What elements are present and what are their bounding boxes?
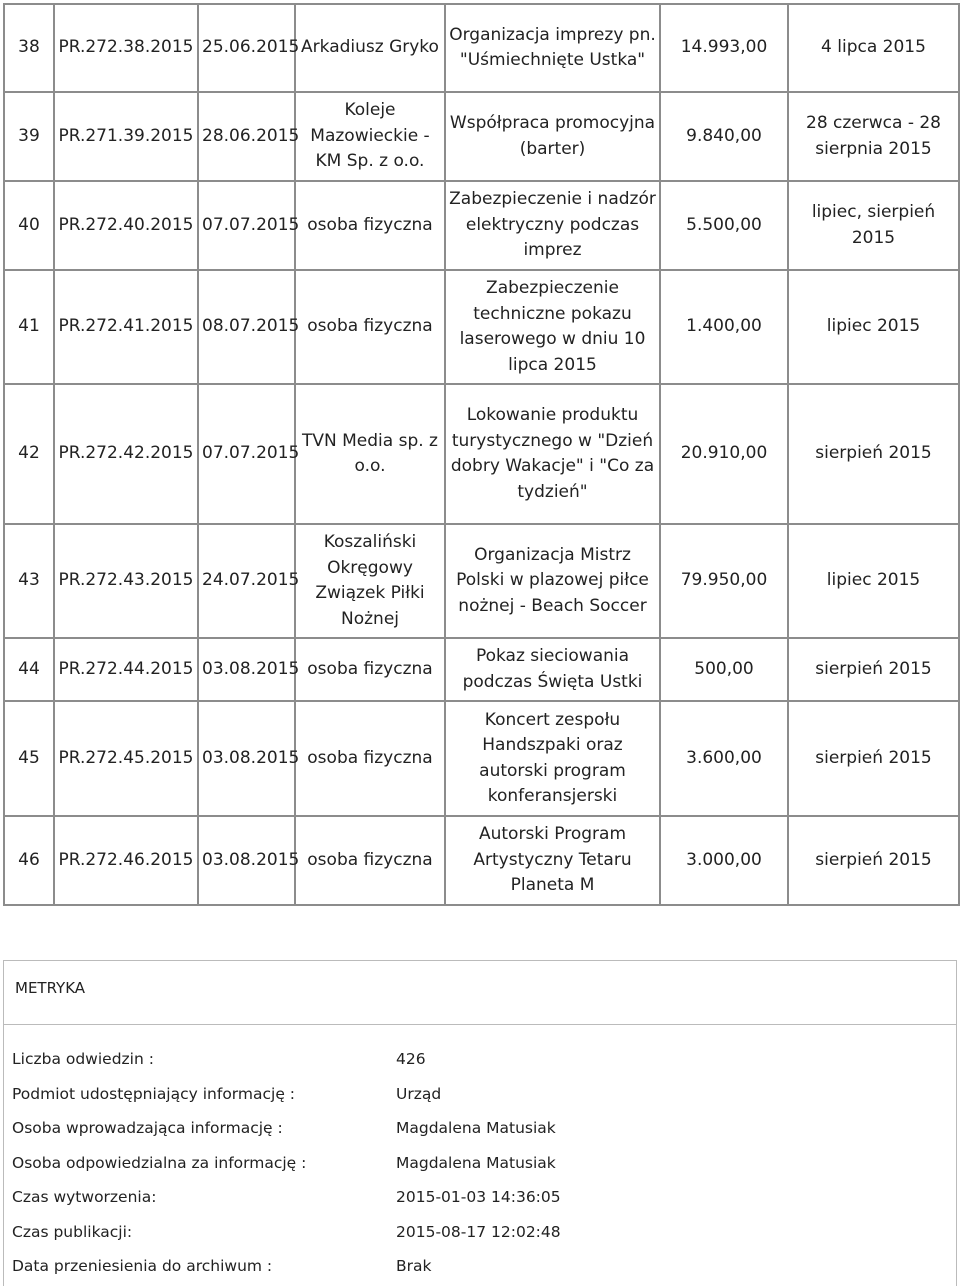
- contract-period: lipiec, sierpień 2015: [788, 181, 959, 270]
- row-number: 46: [4, 816, 54, 905]
- reference-number: PR.272.38.2015: [54, 4, 198, 92]
- row-number: 42: [4, 384, 54, 524]
- contract-period: 28 czerwca - 28 sierpnia 2015: [788, 92, 959, 181]
- field-label: Czas wytworzenia:: [12, 1188, 157, 1206]
- table-row: [4, 638, 959, 701]
- contracts-table: [3, 3, 960, 906]
- contract-amount: 14.993,00: [660, 4, 788, 92]
- reference-number: PR.272.44.2015: [54, 638, 198, 701]
- contract-date: 07.07.2015: [198, 181, 295, 270]
- contract-date: 07.07.2015: [198, 384, 295, 524]
- contract-subject: Współpraca promocyjna (barter): [445, 92, 660, 181]
- row-number: 40: [4, 181, 54, 270]
- table-row: [4, 524, 959, 638]
- field-value: Brak: [396, 1257, 432, 1275]
- field-value: Magdalena Matusiak: [396, 1119, 556, 1137]
- metryka-heading: METRYKA: [15, 979, 86, 997]
- contract-subject: Organizacja imprezy pn. "Uśmiechnięte Ustka": [445, 4, 660, 92]
- reference-number: PR.272.41.2015: [54, 270, 198, 384]
- field-label: Podmiot udostępniający informację :: [12, 1085, 296, 1103]
- contractor: osoba fizyczna: [295, 181, 445, 270]
- contract-period: sierpień 2015: [788, 384, 959, 524]
- contract-period: lipiec 2015: [788, 524, 959, 638]
- reference-number: PR.272.42.2015: [54, 384, 198, 524]
- contractor: Koleje Mazowieckie - KM Sp. z o.o.: [295, 92, 445, 181]
- contract-date: 25.06.2015: [198, 4, 295, 92]
- contract-date: 03.08.2015: [198, 816, 295, 905]
- contract-date: 08.07.2015: [198, 270, 295, 384]
- row-number: 44: [4, 638, 54, 701]
- contract-date: 24.07.2015: [198, 524, 295, 638]
- reference-number: PR.272.45.2015: [54, 701, 198, 816]
- row-number: 39: [4, 92, 54, 181]
- contractor: osoba fizyczna: [295, 816, 445, 905]
- row-number: 43: [4, 524, 54, 638]
- field-value: Urząd: [396, 1085, 442, 1103]
- table-row: [4, 384, 959, 524]
- table-row: [4, 181, 959, 270]
- contract-amount: 20.910,00: [660, 384, 788, 524]
- reference-number: PR.272.40.2015: [54, 181, 198, 270]
- table-row: [4, 816, 959, 905]
- contractor: TVN Media sp. z o.o.: [295, 384, 445, 524]
- reference-number: PR.271.39.2015: [54, 92, 198, 181]
- field-value: 2015-01-03 14:36:05: [396, 1188, 561, 1206]
- contractor: Arkadiusz Gryko: [295, 4, 445, 92]
- contract-amount: 5.500,00: [660, 181, 788, 270]
- field-label: Osoba odpowiedzialna za informację :: [12, 1154, 307, 1172]
- contract-subject: Zabezpieczenie i nadzór elektryczny podczas imprez: [445, 181, 660, 270]
- contract-subject: Autorski Program Artystyczny Tetaru Planeta M: [445, 816, 660, 905]
- reference-number: PR.272.43.2015: [54, 524, 198, 638]
- contract-period: sierpień 2015: [788, 701, 959, 816]
- contract-amount: 3.000,00: [660, 816, 788, 905]
- table-row: [4, 92, 959, 181]
- contract-date: 03.08.2015: [198, 701, 295, 816]
- contract-amount: 500,00: [660, 638, 788, 701]
- contract-amount: 79.950,00: [660, 524, 788, 638]
- contract-subject: Lokowanie produktu turystycznego w "Dzień dobry Wakacje" i "Co za tydzień": [445, 384, 660, 524]
- contract-subject: Pokaz sieciowania podczas Święta Ustki: [445, 638, 660, 701]
- contract-period: sierpień 2015: [788, 816, 959, 905]
- contract-amount: 3.600,00: [660, 701, 788, 816]
- contractor: osoba fizyczna: [295, 638, 445, 701]
- metryka-fields-frame: [3, 1024, 957, 1286]
- contract-amount: 9.840,00: [660, 92, 788, 181]
- field-value: Magdalena Matusiak: [396, 1154, 556, 1172]
- contract-period: lipiec 2015: [788, 270, 959, 384]
- field-value: 426: [396, 1050, 426, 1068]
- field-label: Data przeniesienia do archiwum :: [12, 1257, 273, 1275]
- row-number: 45: [4, 701, 54, 816]
- table-row: [4, 701, 959, 816]
- field-value: 2015-08-17 12:02:48: [396, 1223, 561, 1241]
- row-number: 41: [4, 270, 54, 384]
- contract-period: 4 lipca 2015: [788, 4, 959, 92]
- field-label: Liczba odwiedzin :: [12, 1050, 154, 1068]
- field-label: Czas publikacji:: [12, 1223, 133, 1241]
- contract-subject: Zabezpieczenie techniczne pokazu laserowego w dniu 10 lipca 2015: [445, 270, 660, 384]
- field-label: Osoba wprowadzająca informację :: [12, 1119, 283, 1137]
- contractor: Koszaliński Okręgowy Związek Piłki Nożnej: [295, 524, 445, 638]
- row-number: 38: [4, 4, 54, 92]
- contract-subject: Koncert zespołu Handszpaki oraz autorski program konferansjerski: [445, 701, 660, 816]
- contractor: osoba fizyczna: [295, 701, 445, 816]
- contract-period: sierpień 2015: [788, 638, 959, 701]
- contract-amount: 1.400,00: [660, 270, 788, 384]
- contractor: osoba fizyczna: [295, 270, 445, 384]
- contract-subject: Organizacja Mistrz Polski w plazowej piłce nożnej - Beach Soccer: [445, 524, 660, 638]
- table-row: [4, 4, 959, 92]
- reference-number: PR.272.46.2015: [54, 816, 198, 905]
- table-row: [4, 270, 959, 384]
- contract-date: 28.06.2015: [198, 92, 295, 181]
- contract-date: 03.08.2015: [198, 638, 295, 701]
